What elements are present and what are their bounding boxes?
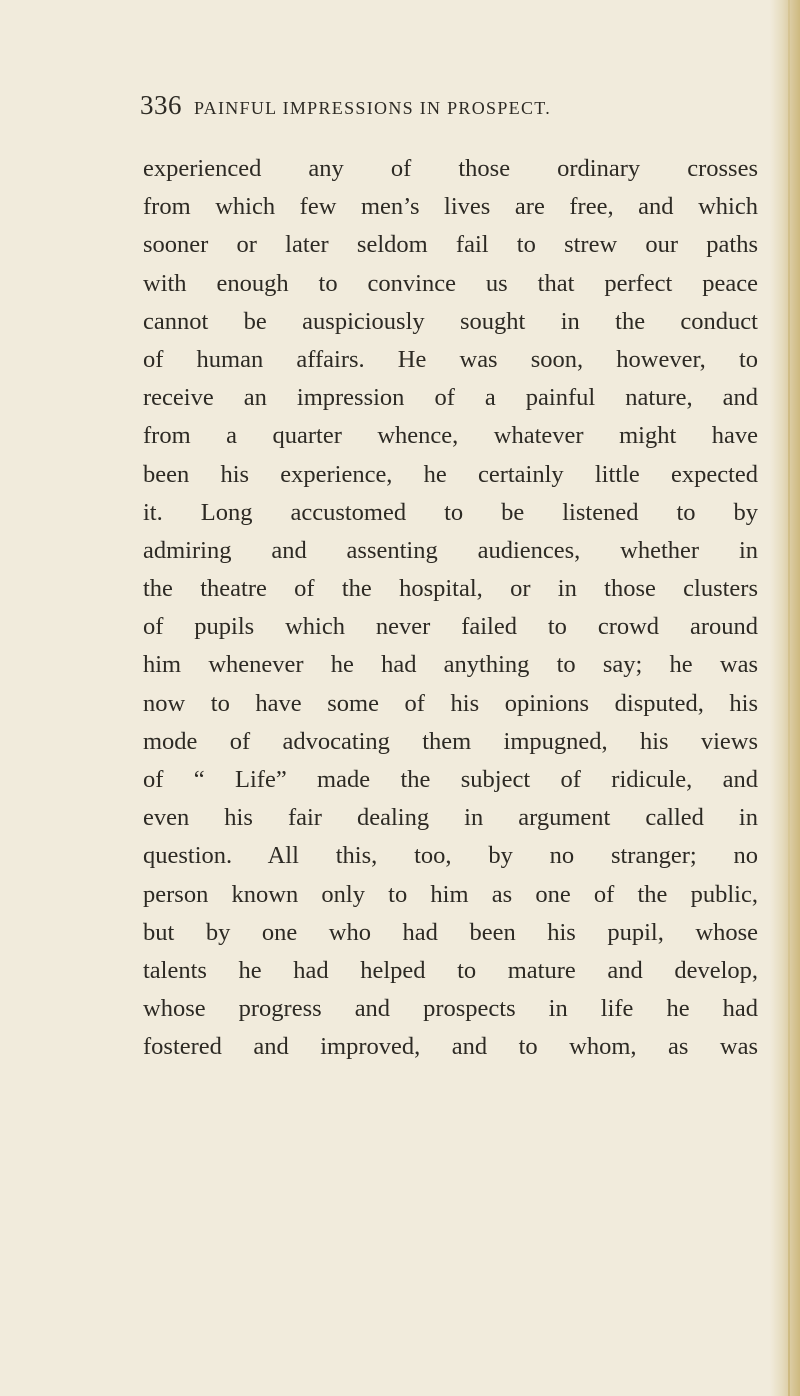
text-line: of pupils which never failed to crowd around xyxy=(143,613,758,641)
page-edge-shading xyxy=(770,0,800,1396)
text-line: even his fair dealing in argument called in xyxy=(143,804,758,832)
body-text xyxy=(143,150,758,1067)
text-line: with enough to convince us that perfect peace xyxy=(143,269,758,297)
text-line: but by one who had been his pupil, whose xyxy=(143,918,758,946)
text-line: cannot be auspiciously sought in the conduct xyxy=(143,307,758,335)
text-line: mode of advocating them impugned, his views xyxy=(143,727,758,755)
text-line: it. Long accustomed to be listened to by xyxy=(143,498,758,526)
page-edge-line xyxy=(788,0,790,1396)
text-line: talents he had helped to mature and develop, xyxy=(143,956,758,984)
running-title: PAINFUL IMPRESSIONS IN PROSPECT. xyxy=(194,98,552,118)
text-line: now to have some of his opinions disputed, his xyxy=(143,689,758,717)
text-line: him whenever he had anything to say; he was xyxy=(143,651,758,679)
text-line: sooner or later seldom fail to strew our paths xyxy=(143,231,758,259)
page-number: 336 xyxy=(140,90,182,120)
text-line: of human affairs. He was soon, however, to xyxy=(143,345,758,373)
text-line: receive an impression of a painful nature, and xyxy=(143,384,758,412)
text-line: the theatre of the hospital, or in those clusters xyxy=(143,575,758,603)
text-line: fostered and improved, and to whom, as was xyxy=(143,1033,758,1061)
running-head xyxy=(140,90,551,121)
text-line: of “ Life” made the subject of ridicule, and xyxy=(143,766,758,793)
text-line: admiring and assenting audiences, whether in xyxy=(143,536,758,564)
text-line: question. All this, too, by no stranger; no xyxy=(143,842,758,870)
text-line: been his experience, he certainly little expected xyxy=(143,460,758,488)
text-line: from which few men’s lives are free, and which xyxy=(143,193,758,221)
text-line: whose progress and prospects in life he had xyxy=(143,995,758,1023)
text-line: person known only to him as one of the public, xyxy=(143,880,758,908)
text-line: experienced any of those ordinary crosses xyxy=(143,155,758,182)
text-line: from a quarter whence, whatever might have xyxy=(143,422,758,450)
